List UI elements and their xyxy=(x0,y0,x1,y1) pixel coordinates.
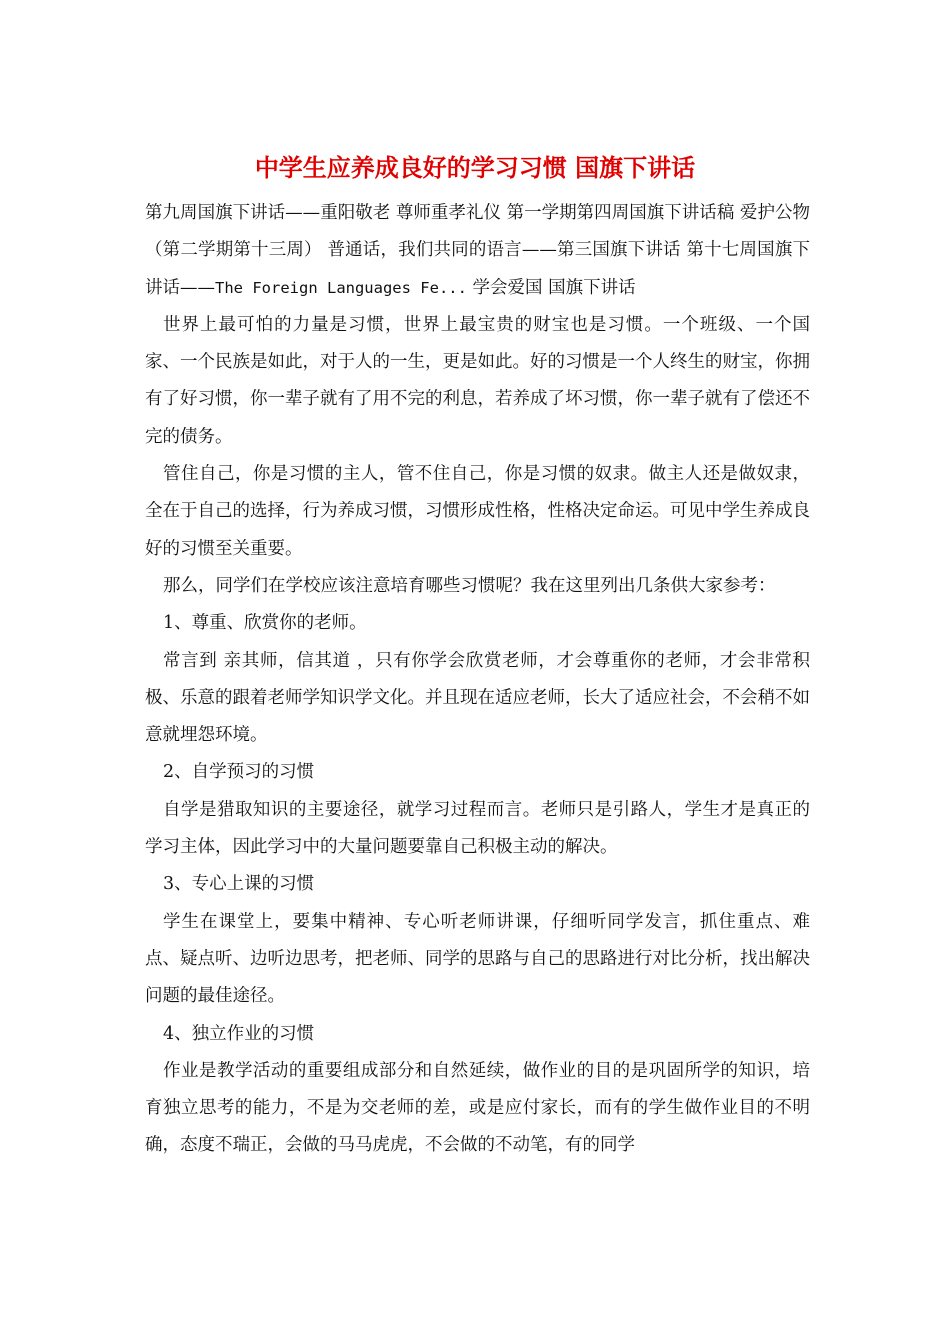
list-heading: 1、尊重、欣赏你的老师。 xyxy=(163,613,367,634)
paragraph: 管住自己，你是习惯的主人，管不住自己，你是习惯的奴隶。做主人还是做奴隶，全在于自己的选择，行为养成习惯，习惯形成性格，性格决定命运。可见中学生养成良好的习惯至关重要。 xyxy=(145,464,810,559)
document-title: 中学生应养成良好的学习习惯 国旗下讲话 xyxy=(254,154,696,182)
paragraph: 自学是猎取知识的主要途径，就学习过程而言。老师只是引路人，学生才是真正的学习主体，因此学习中的大量问题要靠自己积极主动的解决。 xyxy=(145,799,810,858)
related-articles-tail: 学会爱国 国旗下讲话 xyxy=(466,277,636,298)
related-articles xyxy=(145,195,810,307)
related-articles-english: The Foreign Languages Fe... xyxy=(215,278,467,297)
list-heading: 3、专心上课的习惯 xyxy=(163,874,315,895)
related-articles-text: 第九周国旗下讲话——重阳敬老 尊师重孝礼仪 第一学期第四周国旗下讲话稿 爱护公物（第二学期第十三周） 普通话，我们共同的语言——第三国旗下讲话 第十七周国旗下讲话—— xyxy=(145,203,810,298)
paragraph: 学生在课堂上，要集中精神、专心听老师讲课，仔细听同学发言，抓住重点、难点、疑点听、边听边思考，把老师、同学的思路与自己的思路进行对比分析，找出解决问题的最佳途径。 xyxy=(145,911,810,1007)
paragraph: 作业是教学活动的重要组成部分和自然延续，做作业的目的是巩固所学的知识，培育独立思考的能力，不是为交老师的差，或是应付家长，而有的学生做作业目的不明确，态度不瑞正，会做的马马虎虎，不会做的不动笔，有的同学 xyxy=(145,1060,810,1156)
paragraph: 世界上最可怕的力量是习惯，世界上最宝贵的财宝也是习惯。一个班级、一个国家、一个民族是如此，对于人的一生，更是如此。好的习惯是一个人终生的财宝，你拥有了好习惯，你一辈子就有了用不完的利息，若养成了坏习惯，你一辈子就有了偿还不完的债务。 xyxy=(145,314,810,447)
document-body xyxy=(145,195,810,1165)
list-heading: 2、自学预习的习惯 xyxy=(163,762,315,783)
list-heading: 4、独立作业的习惯 xyxy=(163,1023,315,1044)
paragraph: 常言到 亲其师，信其道 ，只有你学会欣赏老师，才会尊重你的老师，才会非常积极、乐意的跟着老师学知识学文化。并且现在适应老师，长大了适应社会，不会稍不如意就埋怨环境。 xyxy=(145,650,810,746)
paragraph: 那么，同学们在学校应该注意培育哪些习惯呢？我在这里列出几条供大家参考： xyxy=(163,575,776,596)
